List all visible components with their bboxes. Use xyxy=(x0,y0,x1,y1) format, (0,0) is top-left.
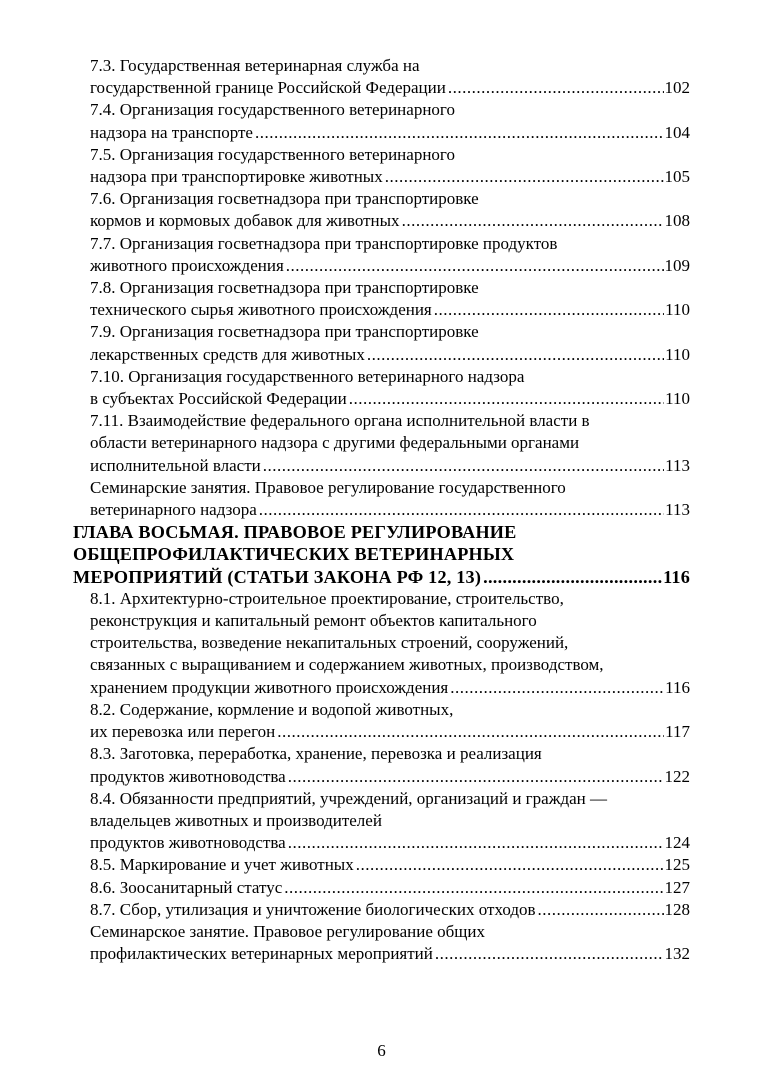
toc-entry-title: 7.7. Организация госветнадзора при транспортировке продуктов xyxy=(90,233,558,253)
toc-entry-title-cont: реконструкция и капитальный ремонт объектов капитального xyxy=(90,611,537,631)
toc-entry-7-7[interactable] xyxy=(73,233,690,277)
toc-entry-8-5[interactable] xyxy=(73,854,690,876)
toc-entry-title: Семинарское занятие. Правовое регулирование общих xyxy=(90,921,485,941)
toc-entry-title: 7.5. Организация государственного ветеринарного xyxy=(90,144,455,164)
toc-entry-7-6[interactable] xyxy=(73,188,690,232)
toc-entry-title: 8.7. Сбор, утилизация и уничтожение биологических отходов xyxy=(90,899,536,919)
toc-page-number: 104 xyxy=(664,122,690,142)
leader-dots xyxy=(435,943,664,965)
toc-entry-title-cont: профилактических ветеринарных мероприятий xyxy=(90,944,433,964)
toc-entry-title-cont: строительства, возведение некапитальных строений, сооружений, xyxy=(90,633,569,653)
toc-entry-title-cont: надзора на транспорте xyxy=(90,122,253,142)
chapter-title-cont: ОБЩЕПРОФИЛАКТИЧЕСКИХ ВЕТЕРИНАРНЫХ xyxy=(73,544,515,565)
toc-entry-title: 7.6. Организация госветнадзора при транспортировке xyxy=(90,189,479,209)
toc-entry-title: 7.10. Организация государственного ветеринарного надзора xyxy=(90,366,525,386)
toc-entry-seminar-7[interactable] xyxy=(73,477,690,521)
leader-dots xyxy=(385,166,664,188)
toc-page-number: 113 xyxy=(665,455,690,475)
toc-entry-title-cont: надзора при транспортировке животных xyxy=(90,167,383,187)
leader-dots xyxy=(288,832,664,854)
toc-entry-title-cont: области ветеринарного надзора с другими федеральными органами xyxy=(90,433,580,453)
toc-entry-title: 7.4. Организация государственного ветеринарного xyxy=(90,100,455,120)
leader-dots xyxy=(367,344,664,366)
toc-entry-title: 8.4. Обязанности предприятий, учреждений, организаций и граждан — xyxy=(90,788,607,808)
leader-dots xyxy=(538,899,664,921)
toc-entry-title: 8.3. Заготовка, переработка, хранение, перевозка и реализация xyxy=(90,744,542,764)
leader-dots xyxy=(288,766,664,788)
leader-dots xyxy=(255,122,664,144)
leader-dots xyxy=(286,255,664,277)
leader-dots xyxy=(448,77,664,99)
toc-page-number: 116 xyxy=(665,677,690,697)
leader-dots xyxy=(483,566,662,588)
toc-entry-title-cont: исполнительной власти xyxy=(90,455,261,475)
toc-entry-8-1[interactable] xyxy=(73,588,690,699)
leader-dots xyxy=(356,854,664,876)
toc-page-number: 128 xyxy=(664,899,690,919)
toc-entry-title-cont: в субъектах Российской Федерации xyxy=(90,389,347,409)
leader-dots xyxy=(284,877,663,899)
toc-entry-title-cont: технического сырья животного происхождения xyxy=(90,300,432,320)
leader-dots xyxy=(263,455,664,477)
toc-entry-title-cont: кормов и кормовых добавок для животных xyxy=(90,211,400,231)
toc-entry-title: 8.5. Маркирование и учет животных xyxy=(90,855,354,875)
toc-entry-title-cont: животного происхождения xyxy=(90,255,284,275)
toc-page-number: 125 xyxy=(664,855,690,875)
toc-entry-8-2[interactable] xyxy=(73,699,690,743)
toc-entry-title-cont: продуктов животноводства xyxy=(90,833,286,853)
leader-dots xyxy=(349,388,664,410)
toc-entry-seminar-8[interactable] xyxy=(73,921,690,965)
toc-entry-title: 8.1. Архитектурно-строительное проектирование, строительство, xyxy=(90,588,564,608)
toc-entry-title: 8.6. Зоосанитарный статус xyxy=(90,877,283,897)
page-number: 6 xyxy=(377,1041,386,1060)
toc-page-number: 124 xyxy=(664,833,690,853)
toc-entry-title-cont: их перевозка или перегон xyxy=(90,722,276,742)
toc-page-number: 132 xyxy=(664,944,690,964)
toc-entry-title-cont: ветеринарного надзора xyxy=(90,500,257,520)
chapter-title: ГЛАВА ВОСЬМАЯ. ПРАВОВОЕ РЕГУЛИРОВАНИЕ xyxy=(73,522,517,543)
toc-page-number: 109 xyxy=(664,255,690,275)
toc-page-number: 110 xyxy=(665,389,690,409)
chapter-title-cont: МЕРОПРИЯТИЙ (СТАТЬИ ЗАКОНА РФ 12, 13) xyxy=(73,566,482,587)
toc-page-number: 105 xyxy=(664,167,690,187)
leader-dots xyxy=(402,210,664,232)
leader-dots xyxy=(259,499,664,521)
toc-entry-title-cont: продуктов животноводства xyxy=(90,766,286,786)
toc-entry-title: 7.9. Организация госветнадзора при транспортировке xyxy=(90,322,479,342)
toc-chapter-8[interactable] xyxy=(73,521,690,588)
toc-entry-title: Семинарские занятия. Правовое регулирование государственного xyxy=(90,477,566,497)
leader-dots xyxy=(277,721,664,743)
toc-page-number: 110 xyxy=(665,300,690,320)
toc-page-number: 102 xyxy=(664,78,690,98)
toc-entry-title: 7.11. Взаимодействие федерального органа исполнительной власти в xyxy=(90,411,590,431)
toc-entry-title-cont: владельцев животных и производителей xyxy=(90,810,382,830)
toc-entry-7-3[interactable] xyxy=(73,55,690,99)
toc-entry-7-10[interactable] xyxy=(73,366,690,410)
toc-entry-7-4[interactable] xyxy=(73,99,690,143)
toc-entry-7-11[interactable] xyxy=(73,410,690,477)
table-of-contents xyxy=(73,55,690,965)
toc-entry-7-8[interactable] xyxy=(73,277,690,321)
toc-entry-title: 7.8. Организация госветнадзора при транспортировке xyxy=(90,278,479,298)
toc-entry-8-4[interactable] xyxy=(73,788,690,855)
toc-entry-8-3[interactable] xyxy=(73,743,690,787)
toc-entry-title-cont: государственной границе Российской Федерации xyxy=(90,78,446,98)
toc-page-number: 122 xyxy=(664,766,690,786)
toc-page-number: 127 xyxy=(664,877,690,897)
toc-entry-7-9[interactable] xyxy=(73,321,690,365)
leader-dots xyxy=(434,299,664,321)
toc-page-number: 108 xyxy=(664,211,690,231)
toc-entry-8-6[interactable] xyxy=(73,877,690,899)
leader-dots xyxy=(450,677,664,699)
toc-page-number: 110 xyxy=(665,344,690,364)
toc-entry-title: 7.3. Государственная ветеринарная служба на xyxy=(90,56,420,75)
toc-page-number: 113 xyxy=(665,500,690,520)
toc-entry-8-7[interactable] xyxy=(73,899,690,921)
toc-entry-7-5[interactable] xyxy=(73,144,690,188)
toc-entry-title-cont: лекарственных средств для животных xyxy=(90,344,365,364)
toc-entry-title: 8.2. Содержание, кормление и водопой животных, xyxy=(90,699,454,719)
toc-page-number: 117 xyxy=(665,722,690,742)
toc-entry-title-cont: связанных с выращиванием и содержанием животных, производством, xyxy=(90,655,604,675)
toc-entry-title-cont: хранением продукции животного происхождения xyxy=(90,677,449,697)
toc-page-number: 116 xyxy=(663,566,690,587)
